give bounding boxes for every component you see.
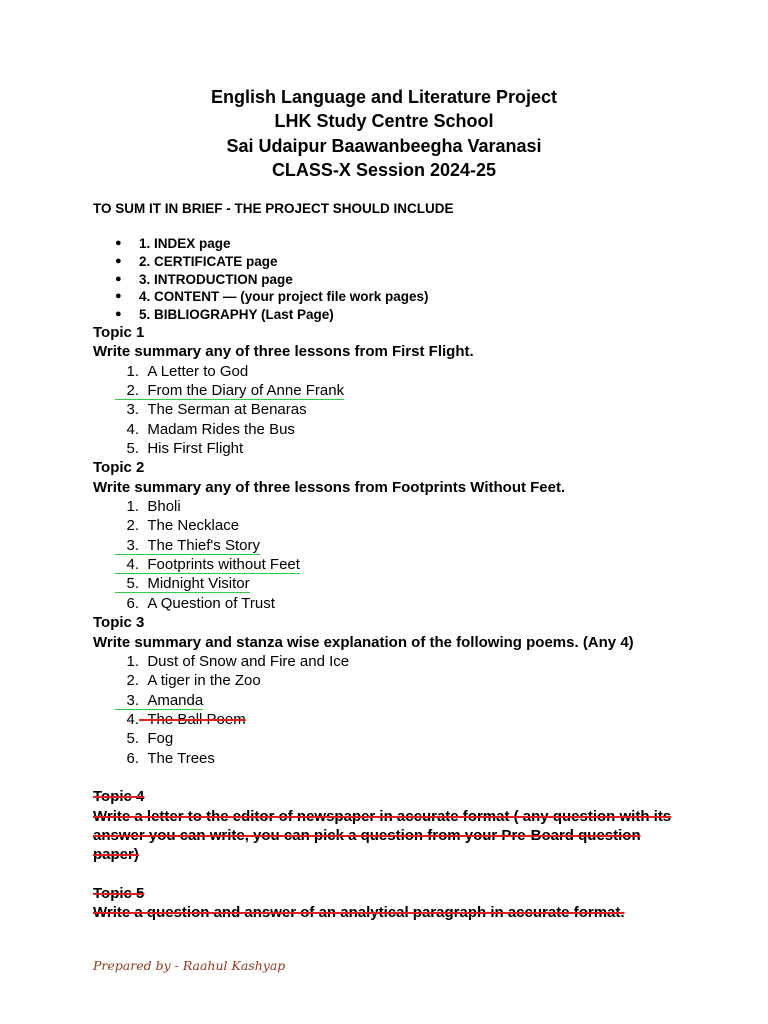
item-number: 3. — [126, 536, 139, 554]
include-item-content: ● 4. CONTENT — (your project file work pages) — [115, 288, 429, 306]
spacer — [93, 865, 713, 884]
topic1-label: Topic 1 — [93, 324, 145, 341]
item-number: 2. — [126, 672, 139, 690]
topic3-instruction: Write summary and stanza wise explanation of the following poems. (Any 4) — [93, 633, 634, 651]
list-item — [93, 652, 713, 671]
brief-heading: TO SUM IT IN BRIEF - THE PROJECT SHOULD INCLUDE — [93, 201, 454, 216]
item-number: 5. — [126, 730, 139, 748]
list-item — [93, 497, 713, 516]
list-item — [93, 555, 713, 574]
topics-section — [93, 323, 713, 923]
school-name: LHK Study Centre School — [274, 111, 494, 132]
item-number: 2. — [126, 517, 139, 535]
list-item — [93, 729, 713, 748]
school-address: Sai Udaipur Baawanbeegha Varanasi — [226, 135, 542, 156]
topic5-label: Topic 5 — [93, 884, 145, 902]
include-list — [115, 235, 429, 324]
topic5-text: Write a question and answer of an analytical paragraph in accurate format. — [93, 904, 625, 922]
item-text: From the Diary of Anne Frank — [147, 382, 345, 400]
topic3-label: Topic 3 — [93, 614, 145, 632]
include-item-certificate: ● 2. CERTIFICATE page — [115, 253, 429, 271]
list-item — [93, 362, 713, 381]
list-item — [93, 671, 713, 690]
item-text: Madam Rides the Bus — [147, 420, 295, 438]
list-item — [93, 516, 713, 535]
item-number: 2. — [126, 382, 139, 400]
item-number: 5. — [126, 440, 139, 458]
item-text: Midnight Visitor — [147, 575, 250, 593]
include-item-introduction: ● 3. INTRODUCTION page — [115, 271, 429, 289]
item-number: 6. — [126, 594, 139, 612]
list-item — [93, 400, 713, 419]
list-item — [93, 749, 713, 768]
item-text: A Question of Trust — [147, 594, 275, 612]
item-text: A Letter to God — [147, 362, 249, 380]
signature: Prepared by - Raahul Kashyap — [93, 958, 286, 973]
list-item — [93, 420, 713, 439]
list-item — [93, 594, 713, 613]
item-text: The Serman at Benaras — [147, 401, 307, 419]
include-item-index: ● 1. INDEX page — [115, 235, 429, 253]
spacer — [93, 768, 713, 787]
item-text: Amanda — [147, 691, 204, 709]
item-number: 3. — [126, 401, 139, 419]
project-title: English Language and Literature Project — [210, 87, 558, 107]
item-number: 5. — [126, 575, 139, 593]
item-text: The Necklace — [147, 517, 240, 535]
item-number: 1. — [126, 498, 139, 516]
class-session: CLASS-X Session 2024-25 — [271, 159, 497, 180]
item-text: Dust of Snow and Fire and Ice — [147, 652, 350, 670]
topic2-label: Topic 2 — [93, 459, 145, 477]
list-item — [93, 381, 713, 400]
topic2-instruction: Write summary any of three lessons from Footprints Without Feet. — [93, 478, 566, 496]
item-number: 6. — [126, 749, 139, 767]
item-number: 4. — [126, 556, 139, 574]
list-item — [93, 574, 713, 593]
title-block — [0, 85, 768, 182]
item-number: 4. — [126, 420, 139, 438]
list-item — [93, 710, 713, 729]
item-text: Fog — [147, 730, 174, 748]
item-text: Footprints without Feet — [147, 556, 300, 574]
item-number: 1. — [126, 652, 139, 670]
item-text: His First Flight — [147, 440, 244, 458]
item-number: 1. — [126, 362, 139, 380]
item-number: 3. — [126, 691, 139, 709]
include-item-bibliography: ● 5. BIBLIOGRAPHY (Last Page) — [115, 306, 429, 324]
topic4-label: Topic 4 — [93, 788, 145, 806]
topic4-text: Write a letter to the editor of newspaper in accurate format ( any question with its answer you can write, you can pick a question from your Pre-Board question paper) — [93, 807, 672, 864]
item-text: The Thief's Story — [147, 536, 260, 554]
item-text: Bholi — [147, 498, 181, 516]
item-text: The Ball Poem — [147, 710, 246, 728]
list-item — [93, 691, 713, 710]
item-text: The Trees — [147, 749, 215, 767]
list-item — [93, 536, 713, 555]
list-item — [93, 439, 713, 458]
topic1-instruction: Write summary any of three lessons from First Flight. — [93, 343, 474, 361]
item-number: 4. — [126, 710, 139, 728]
item-text: A tiger in the Zoo — [147, 672, 261, 690]
